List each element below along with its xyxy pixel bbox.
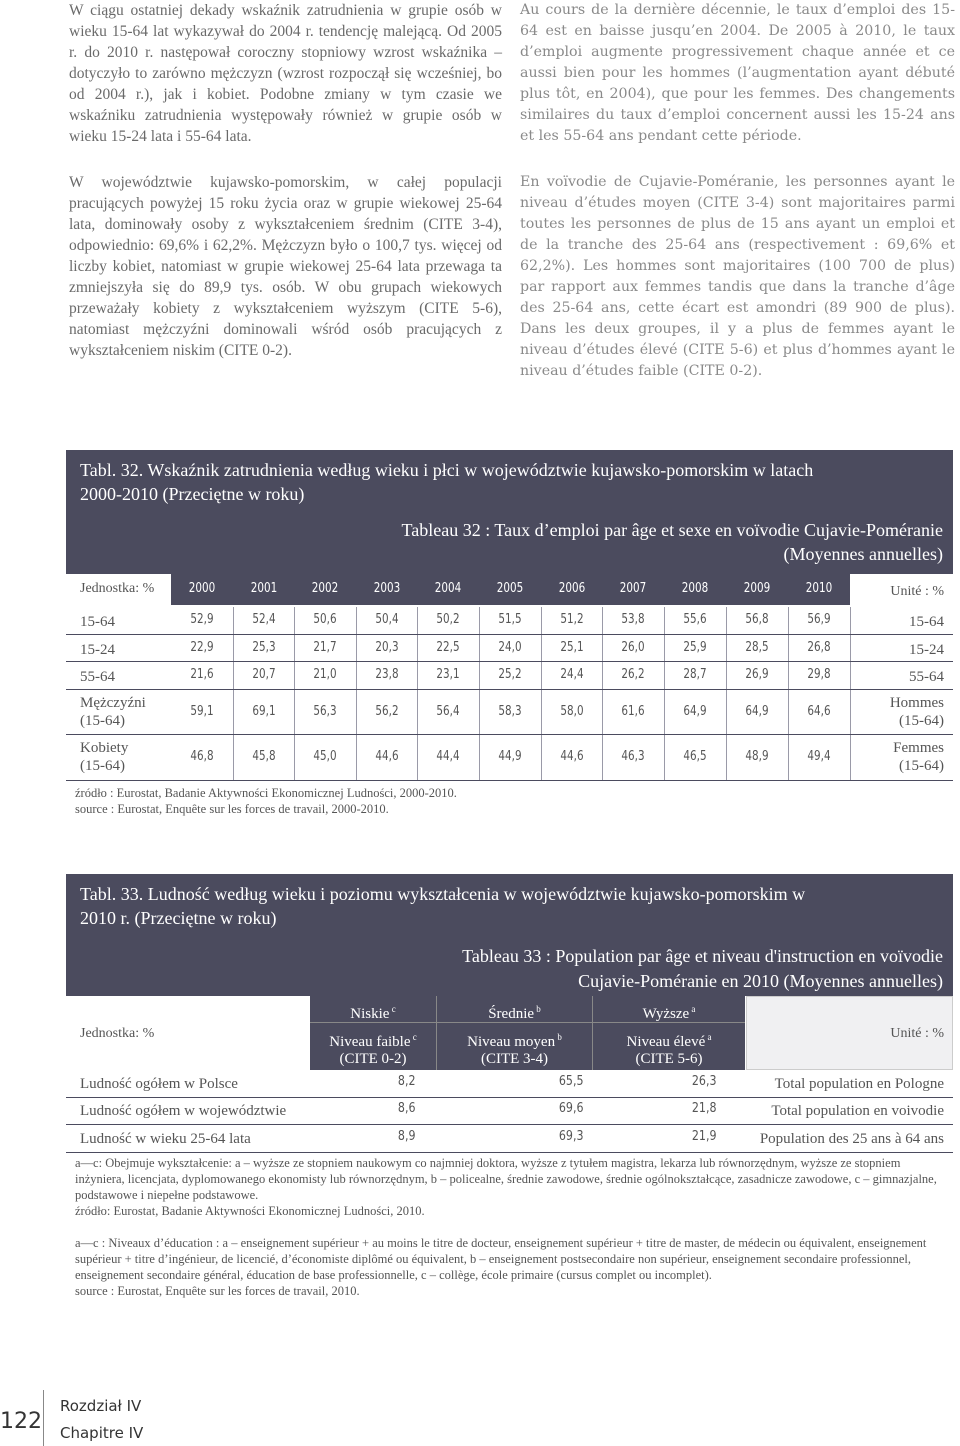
table32-cell: 46,3 xyxy=(621,749,645,764)
table32-cell: 26,8 xyxy=(807,640,831,655)
table32-row-label-pl-sub: (15-64) xyxy=(80,713,125,729)
table33-col-header-pl-text: Wyższe xyxy=(642,1006,690,1022)
table32-cell: 58,0 xyxy=(560,704,584,719)
table32-cell: 28,7 xyxy=(683,667,707,682)
table32-cell: 49,4 xyxy=(807,749,831,764)
table32-cell: 50,6 xyxy=(313,612,337,627)
table33-row-label-fr: Total population en voivodie xyxy=(771,1103,944,1119)
table32-year-header: 2003 xyxy=(373,581,401,596)
table32-cell: 20,3 xyxy=(375,640,399,655)
table33-cell: 21,9 xyxy=(691,1129,717,1144)
table32-cell: 22,9 xyxy=(190,640,214,655)
table32-cell: 59,1 xyxy=(190,704,214,719)
table32-row-label-pl-text: Mężczyźni xyxy=(80,695,146,711)
table32-cell: 24,4 xyxy=(560,667,584,682)
table32-cell: 46,5 xyxy=(683,749,707,764)
table33-note-pl: a—c: Obejmuje wykształcenie: a – wyższe ze stopniem naukowym co najmniej doktora, wyższe z tytułem magistra, lekarza lub równorzędnym, wyższe ze stopniem inżyniera, licencjata, dyplomowanego ekonomisty lub równorzędnym, b – policealne, średnie zawodowe, średnie ogólnokształcące, zasadnicze zawodowe, c – gimnazjalne, podstawowe i niepełne podstawowe. xyxy=(75,1156,937,1202)
table32-cell: 22,5 xyxy=(436,640,460,655)
table32-year-header: 2002 xyxy=(311,581,339,596)
table33-col-footnote-mark: a xyxy=(705,1032,712,1042)
table32-cell: 26,9 xyxy=(745,667,769,682)
table32-cell: 23,8 xyxy=(375,667,399,682)
table32-row-label-fr-text: Femmes xyxy=(893,740,944,756)
table32-row-label-pl-text: 15-64 xyxy=(80,614,115,630)
table32-cell: 61,6 xyxy=(621,704,645,719)
table32-cell: 56,2 xyxy=(375,704,399,719)
table33-title-fr-1: Tableau 33 : Population par âge et niveau d'instruction en voïvodie xyxy=(462,946,943,966)
table32-cell: 44,6 xyxy=(375,749,399,764)
table33-col-header-cite: (CITE 5-6) xyxy=(635,1051,703,1067)
table33-title-fr-2: Cujavie-Poméranie en 2010 (Moyennes annuelles) xyxy=(578,971,943,991)
chapter-label-fr: Chapitre IV xyxy=(60,1424,144,1442)
chapter-label-pl: Rozdział IV xyxy=(60,1397,142,1415)
table32-row-divider xyxy=(66,780,953,781)
table32-cell: 56,3 xyxy=(313,704,337,719)
table32-cell: 56,8 xyxy=(745,612,769,627)
table33-header-separator xyxy=(436,996,437,1070)
table33-col-header-cite: (CITE 3-4) xyxy=(480,1051,549,1067)
table32-row-label-pl-text: Kobiety xyxy=(80,740,129,756)
table32-cell: 64,6 xyxy=(807,704,831,719)
table33-col-footnote-mark: b xyxy=(555,1032,562,1042)
table32-cell: 51,5 xyxy=(498,612,522,627)
table33-col-header-cite: (CITE 0-2) xyxy=(339,1051,407,1067)
table32-cell: 52,4 xyxy=(252,612,276,627)
table32-year-header: 2008 xyxy=(681,581,709,596)
table33-source-fr: source : Eurostat, Enquête sur les forces de travail, 2010. xyxy=(75,1284,360,1298)
table33-col-header-pl-text: Średnie xyxy=(488,1006,535,1022)
table33-title-pl: Tabl. 33. Ludność według wieku i poziomu wykształcenia w województwie kujawsko-pomorskim w 2010 r. (Przeciętne w roku) xyxy=(80,884,806,928)
table33-col-header-fr xyxy=(437,1022,592,1070)
table33-source-pl: źródło: Eurostat, Badanie Aktywności Ekonomicznej Ludności, 2010. xyxy=(75,1204,425,1218)
table32-cell: 64,9 xyxy=(745,704,769,719)
table33-cell: 69,3 xyxy=(558,1129,584,1144)
intro-pl xyxy=(69,0,502,147)
table32-year-header: 2001 xyxy=(250,581,278,596)
table32-cell: 56,9 xyxy=(807,612,831,627)
table33-row-divider xyxy=(66,1097,953,1098)
table32-cell: 50,4 xyxy=(375,612,399,627)
table32-title-pl: Tabl. 32. Wskaźnik zatrudnienia według wieku i płci w województwie kujawsko-pomorskim w latach 2000-2010 (Przeciętne w roku) xyxy=(80,460,814,504)
table32-cell: 44,9 xyxy=(498,749,522,764)
table33-note-fr: a—c : Niveaux d’éducation : a – enseignement supérieur + au moins le titre de docteur, enseignement supérieur + titre de master, de médecin ou équivalent, enseignement supérieur + titre d’ingénieur, de licencié, d’économiste diplômé ou équivalent, b – enseignement postsecondaire non supérieur, enseignement secondaire professionnel, enseignement secondaire général, éducation de base professionnelle, c – collège, école primaire (cursus complet ou incomplet). xyxy=(75,1236,927,1282)
table32-cell: 26,2 xyxy=(621,667,645,682)
table32-cell: 24,0 xyxy=(498,640,522,655)
table32-year-header: 2005 xyxy=(496,581,524,596)
table32-cell: 23,1 xyxy=(436,667,460,682)
table32-cell: 28,5 xyxy=(745,640,769,655)
table32-cell: 69,1 xyxy=(252,704,276,719)
table32-row-label-pl xyxy=(80,694,146,730)
table32-year-header: 2000 xyxy=(188,581,216,596)
table32-row-label-fr-sub: (15-64) xyxy=(899,758,944,774)
table32-row-divider xyxy=(66,689,953,690)
table32-cell: 20,7 xyxy=(252,667,276,682)
table32-row-label-fr xyxy=(909,668,944,686)
table32-row-divider xyxy=(66,634,953,635)
table32-cell: 25,3 xyxy=(252,640,276,655)
table32-cell: 51,2 xyxy=(560,612,584,627)
table33-col-header-fr-text: Niveau moyen xyxy=(467,1034,556,1050)
table32-row-label-pl-text: 15-24 xyxy=(80,642,115,658)
table32-cell: 46,8 xyxy=(190,749,214,764)
paragraph-pl-1: W ciągu ostatniej dekady wskaźnik zatrudnienia w grupie osób w wieku 15-64 lat wykazywał do 2004 r. tendencję malejącą. Od 2005 r. do 2010 r. następował coroczny stopniowy wzrost wskaźnika – dotyczyło to zarówno mężczyzn (wzrost rozpoczął się wcześniej, bo od 2004 r.), jak i kobiet. Podobne zmiany w tym czasie we wskaźniku zatrudnienia występowały również w grupie osób w wieku 15-24 lata i 55-64 lata. xyxy=(69,2,502,145)
table32-cell: 56,4 xyxy=(436,704,460,719)
table33-col-footnote-mark: a xyxy=(689,1004,696,1014)
table32-row-label-fr xyxy=(890,694,944,730)
table32-header xyxy=(66,450,953,574)
table33-cell: 65,5 xyxy=(558,1074,584,1089)
footer-divider xyxy=(43,1390,44,1446)
table33-cell: 69,6 xyxy=(558,1101,584,1116)
table33-cell: 8,6 xyxy=(397,1101,416,1116)
table33-col-header-pl xyxy=(310,996,436,1022)
table33-row-label-fr: Population des 25 ans à 64 ans xyxy=(759,1131,944,1147)
paragraph-fr-1: Au cours de la dernière décennie, le taux d’emploi des 15-64 est en baisse jusqu’en 2004. De 2005 à 2010, le taux d’emploi augmente progressivement chaque année et ce aussi bien pour les hommes (l’augmentation ayant débuté plus tôt, en 2004), que pour les femmes. Des changements similaires du taux d’emploi concernent aussi les 15-24 ans et les 55-64 ans pendant cette période. xyxy=(520,2,955,144)
body-fr xyxy=(520,172,955,382)
paragraph-pl-2: W województwie kujawsko-pomorskim, w całej populacji pracujących powyżej 15 roku życia oraz w grupie wiekowej 25-64 lata, dominowały osoby z wykształceniem średnim (CITE 3-4), odpowiednio: 69,6% i 62,2%. Mężczyzn było o 100,7 tys. więcej od liczby kobiet, natomiast w grupie wiekowej 25-64 lata przewaga ta zmniejszyła się do 89,9 tys. osób. W obu grupach wiekowych przeważały kobiety z wykształceniem wyższym (CITE 5-6), natomiast mężczyźni dominowali wśród osób pracujących z wykształceniem niskim (CITE 0-2). xyxy=(69,174,502,359)
table32-cell: 50,2 xyxy=(436,612,460,627)
table32-row-divider xyxy=(66,734,953,735)
table32-unit-fr: Unité : % xyxy=(890,584,944,599)
table32-row-label-fr-text: 15-64 xyxy=(909,614,944,630)
table33-row-divider xyxy=(66,1152,953,1153)
table33-col-header-fr xyxy=(310,1022,436,1070)
table32-row-label-fr-text: 15-24 xyxy=(909,642,944,658)
table32-cell: 45,8 xyxy=(252,749,276,764)
table33-row-label-pl: Ludność ogółem w Polsce xyxy=(80,1076,238,1092)
table33-unit-pl: Jednostka: % xyxy=(80,1026,155,1041)
table33-cell: 26,3 xyxy=(691,1074,717,1089)
table32-row-label-fr-sub: (15-64) xyxy=(899,713,944,729)
table33-col-header-pl xyxy=(593,996,745,1022)
table33-col-header-fr-text: Niveau faible xyxy=(329,1034,411,1050)
table32-row-label-fr-text: Hommes xyxy=(889,695,944,711)
body-pl xyxy=(69,172,502,361)
table32-year-header: 2007 xyxy=(619,581,647,596)
table32-cell: 44,4 xyxy=(436,749,460,764)
table33-cell: 8,2 xyxy=(397,1074,416,1089)
table32-unit-pl: Jednostka: % xyxy=(80,581,155,596)
table32-cell: 55,6 xyxy=(683,612,707,627)
table33-row-divider xyxy=(66,1124,953,1125)
table32-year-header: 2010 xyxy=(805,581,833,596)
table33-col-footnote-mark: c xyxy=(410,1032,417,1042)
table32-cell: 44,6 xyxy=(560,749,584,764)
table32-year-header: 2006 xyxy=(558,581,586,596)
table32-cell: 26,0 xyxy=(621,640,645,655)
table33-row-label-fr: Total population en Pologne xyxy=(774,1076,944,1092)
table32-title-fr: Tableau 32 : Taux d’emploi par âge et sexe en voïvodie Cujavie-Poméranie (Moyennes annuelles) xyxy=(401,520,943,564)
table32-cell: 21,7 xyxy=(313,640,337,655)
table32-row-label-pl xyxy=(80,613,115,631)
table32-cell: 21,6 xyxy=(190,667,214,682)
table33-row-label-pl: Ludność ogółem w województwie xyxy=(80,1103,287,1119)
table32-year-header: 2004 xyxy=(434,581,462,596)
table33-unit-fr: Unité : % xyxy=(890,1026,944,1041)
table33-header-separator xyxy=(592,996,593,1070)
table32-row-divider xyxy=(66,661,953,662)
table32-cell: 25,1 xyxy=(560,640,584,655)
table32-row-label-fr xyxy=(909,641,944,659)
table32-row-label-pl xyxy=(80,641,115,659)
table33-col-footnote-mark: c xyxy=(389,1004,396,1014)
table32-row-label-fr xyxy=(909,613,944,631)
table32-row-label-pl xyxy=(80,668,115,686)
table32-source-fr: source : Eurostat, Enquête sur les forces de travail, 2000-2010. xyxy=(75,802,389,816)
table32-cell: 21,0 xyxy=(313,667,337,682)
table33-row-label-pl: Ludność w wieku 25-64 lata xyxy=(80,1131,251,1147)
table32-year-header: 2009 xyxy=(743,581,771,596)
table33-col-header-fr-text: Niveau élevé xyxy=(626,1034,706,1050)
page-number: 122 xyxy=(0,1409,42,1434)
table32-row-label-fr xyxy=(893,739,944,775)
table33-col-header-pl-text: Niskie xyxy=(350,1006,390,1022)
table33-col-header-fr xyxy=(593,1022,745,1070)
table32-cell: 64,9 xyxy=(683,704,707,719)
table33-col-footnote-mark: b xyxy=(534,1004,541,1014)
table33-header xyxy=(66,874,953,996)
table32-row-label-fr-text: 55-64 xyxy=(909,669,944,685)
table32-row-label-pl-text: 55-64 xyxy=(80,669,115,685)
table32-cell: 53,8 xyxy=(621,612,645,627)
table32-source-pl: źródło : Eurostat, Badanie Aktywności Ekonomicznej Ludności, 2000-2010. xyxy=(75,786,457,800)
table32-row-label-pl xyxy=(80,739,128,775)
paragraph-fr-2: En voïvodie de Cujavie-Poméranie, les personnes ayant le niveau d’études moyen (CITE 3-4) sont majoritaires parmi toutes les personnes de plus de 15 ans ayant un emploi et de la tranche des 25-64 ans (respectivement : 69,6% et 62,2%). Les hommes sont majoritaires (100 700 de plus) par rapport aux femmes tandis que dans la tranche d’âge des 25-64 ans, cette écart est amondri (89 900 de plus). Dans les deux groupes, il y a plus de femmes ayant le niveau d’études élevé (CITE 5-6) et plus d’hommes ayant le niveau d’études faible (CITE 0-2). xyxy=(520,174,955,379)
table32-cell: 48,9 xyxy=(745,749,769,764)
table32-cell: 25,2 xyxy=(498,667,522,682)
table32-row-label-pl-sub: (15-64) xyxy=(80,758,125,774)
table32-cell: 52,9 xyxy=(190,612,214,627)
table33-cell: 8,9 xyxy=(397,1129,416,1144)
table33-cell: 21,8 xyxy=(691,1101,717,1116)
table32-cell: 25,9 xyxy=(683,640,707,655)
table32-cell: 45,0 xyxy=(313,749,337,764)
table32-cell: 29,8 xyxy=(807,667,831,682)
table33-col-header-pl xyxy=(437,996,592,1022)
intro-fr xyxy=(520,0,955,147)
table32-cell: 58,3 xyxy=(498,704,522,719)
